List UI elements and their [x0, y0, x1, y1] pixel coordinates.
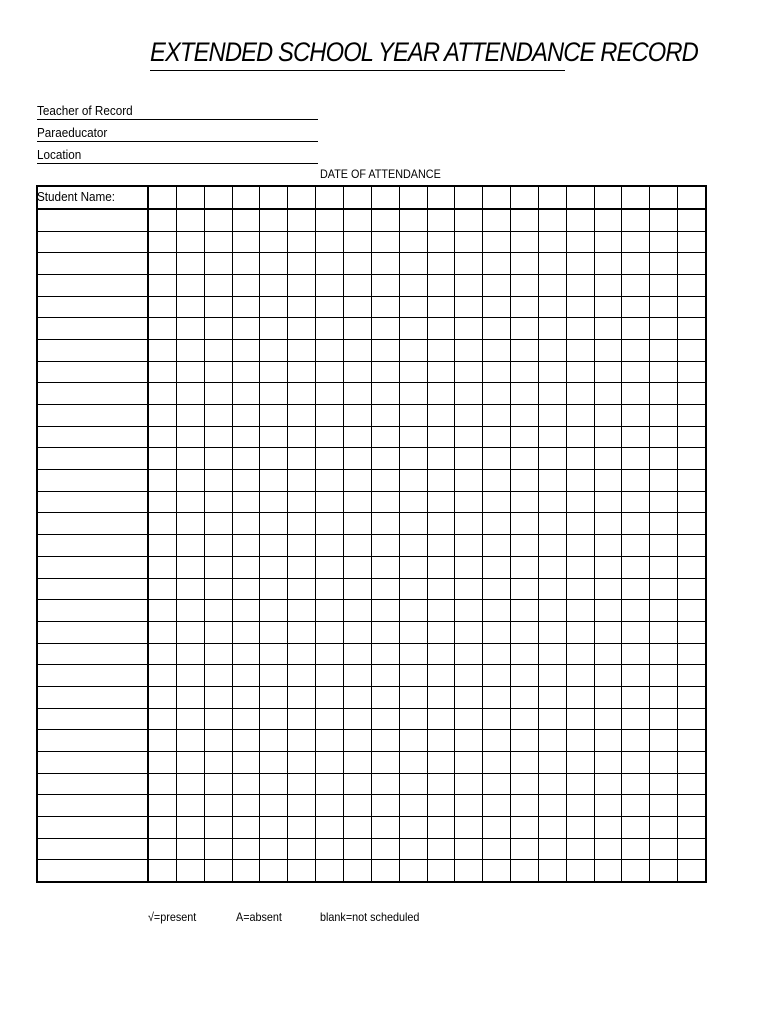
student-row-divider [38, 599, 705, 600]
legend-present: √=present [148, 910, 197, 924]
student-row-divider [38, 751, 705, 752]
student-row-divider [38, 838, 705, 839]
student-row-divider [38, 773, 705, 774]
teacher-of-record-field[interactable] [37, 100, 318, 120]
student-row-divider [38, 686, 705, 687]
student-row-divider [38, 252, 705, 253]
teacher-of-record-label: Teacher of Record [37, 103, 133, 118]
attendance-grid[interactable] [36, 185, 707, 883]
student-row-divider [38, 708, 705, 709]
student-row-divider [38, 404, 705, 405]
student-row-divider [38, 231, 705, 232]
student-row-divider [38, 534, 705, 535]
student-row-divider [38, 382, 705, 383]
legend-absent: A=absent [236, 910, 282, 924]
header-row-divider [38, 208, 705, 210]
student-row-divider [38, 491, 705, 492]
legend-not-scheduled: blank=not scheduled [320, 910, 420, 924]
student-row-divider [38, 426, 705, 427]
student-row-divider [38, 296, 705, 297]
location-label: Location [37, 147, 82, 162]
student-row-divider [38, 339, 705, 340]
student-row-divider [38, 859, 705, 860]
student-row-divider [38, 664, 705, 665]
student-row-divider [38, 621, 705, 622]
form-title: EXTENDED SCHOOL YEAR ATTENDANCE RECORD [150, 37, 698, 67]
student-row-divider [38, 816, 705, 817]
student-row-divider [38, 643, 705, 644]
student-row-divider [38, 512, 705, 513]
location-field[interactable] [37, 144, 318, 164]
student-row-divider [38, 317, 705, 318]
title-underline [150, 70, 565, 71]
student-row-divider [38, 578, 705, 579]
student-row-divider [38, 469, 705, 470]
student-row-divider [38, 556, 705, 557]
paraeducator-label: Paraeducator [37, 125, 108, 140]
student-row-divider [38, 274, 705, 275]
student-row-divider [38, 729, 705, 730]
student-row-divider [38, 794, 705, 795]
student-row-divider [38, 361, 705, 362]
paraeducator-field[interactable] [37, 122, 318, 142]
date-of-attendance-header: DATE OF ATTENDANCE [320, 167, 441, 181]
student-name-header: Student Name: [37, 189, 116, 204]
student-row-divider [38, 447, 705, 448]
